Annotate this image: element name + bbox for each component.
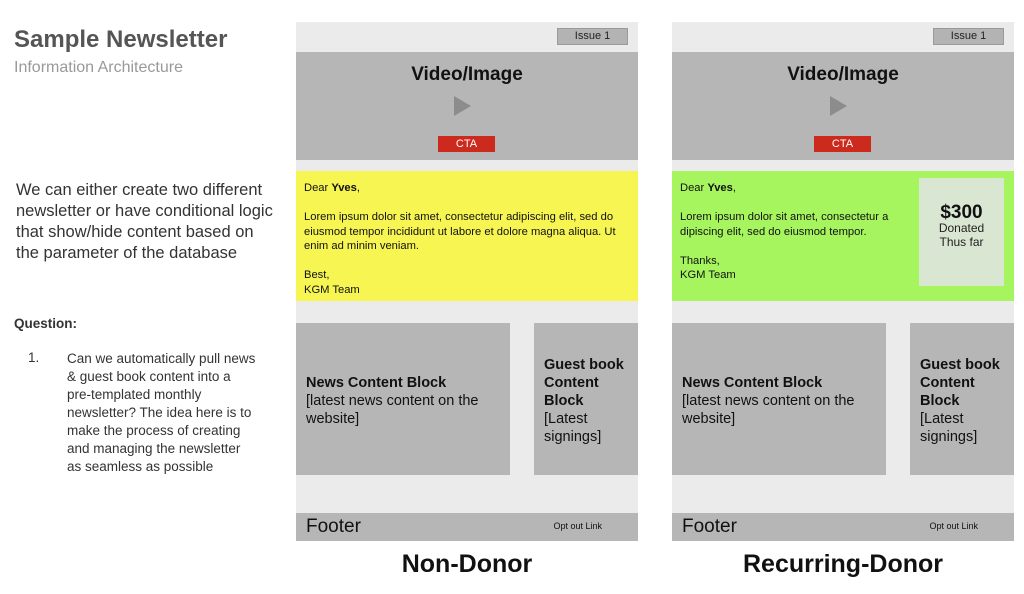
question-label: Question: xyxy=(14,316,77,331)
question-text: Can we automatically pull news & guest book content into a pre-templated monthly newsletter? The idea here is to make the process of creating and managing the newsletter as seamless as possible xyxy=(67,351,256,474)
donation-label: Donated xyxy=(938,220,985,235)
news-block-text: [latest news content on the website] xyxy=(306,393,479,427)
recipient-name: Yves xyxy=(331,182,357,194)
guestbook-block-title: Guest book Content Block xyxy=(544,357,624,409)
hero-media-block xyxy=(672,52,1014,160)
greeting: Dear Yves, xyxy=(304,182,360,194)
hero-media-block xyxy=(296,52,638,160)
news-content-block xyxy=(672,323,886,475)
guestbook-block-text: [Latest signings] xyxy=(920,411,978,445)
cta-button[interactable]: CTA xyxy=(814,136,871,152)
guestbook-block-title: Guest book Content Block xyxy=(920,357,1000,409)
message-block xyxy=(672,171,1014,301)
play-icon[interactable] xyxy=(454,96,471,116)
page-subtitle: Information Architecture xyxy=(14,59,183,76)
hero-title: Video/Image xyxy=(411,64,523,85)
play-icon[interactable] xyxy=(830,96,847,116)
caption-non-donor: Non-Donor xyxy=(401,550,533,578)
issue-badge: Issue 1 xyxy=(933,28,1004,45)
guestbook-content-block xyxy=(534,323,638,475)
news-content-block xyxy=(296,323,510,475)
footer xyxy=(296,513,638,541)
footer xyxy=(672,513,1014,541)
donation-label-sub: Thus far xyxy=(939,234,984,249)
greeting: Dear Yves, xyxy=(680,182,736,194)
message-block xyxy=(296,171,638,301)
opt-out-link[interactable]: Opt out Link xyxy=(929,521,978,531)
news-block-title: News Content Block xyxy=(306,375,447,391)
guestbook-content-block xyxy=(910,323,1014,475)
guestbook-block-text: [Latest signings] xyxy=(544,411,602,445)
footer-label: Footer xyxy=(306,516,361,537)
message-body: Lorem ipsum dolor sit amet, consectetur a dipiscing elit, sed do eiusmod tempor. xyxy=(680,211,889,238)
cta-button[interactable]: CTA xyxy=(438,136,495,152)
caption-recurring-donor: Recurring-Donor xyxy=(743,550,943,578)
signoff: Thanks, xyxy=(680,254,720,267)
message-body: Lorem ipsum dolor sit amet, consectetur adipiscing elit, sed do eiusmod tempor incididunt ut labore et dolore magna aliqua. Ut enim ad minim veniam. xyxy=(304,211,616,252)
issue-badge: Issue 1 xyxy=(557,28,628,45)
donation-amount: $300 xyxy=(940,202,983,223)
newsletter-non-donor xyxy=(296,22,638,541)
newsletter-recurring-donor xyxy=(672,22,1014,541)
recipient-name: Yves xyxy=(707,182,733,194)
news-block-text: [latest news content on the website] xyxy=(682,393,855,427)
signature: KGM Team xyxy=(304,283,360,296)
donation-summary-box xyxy=(919,178,1004,286)
footer-label: Footer xyxy=(682,516,737,537)
description-text: We can either create two different newsletter or have conditional logic that show/hide content based on the parameter of the database xyxy=(16,181,273,262)
signoff: Best, xyxy=(304,269,330,281)
opt-out-link[interactable]: Opt out Link xyxy=(553,521,602,531)
signature: KGM Team xyxy=(680,269,736,281)
news-block-title: News Content Block xyxy=(682,375,823,391)
page-title: Sample Newsletter xyxy=(14,26,228,53)
question-number: 1. xyxy=(28,350,40,365)
hero-title: Video/Image xyxy=(787,64,899,85)
